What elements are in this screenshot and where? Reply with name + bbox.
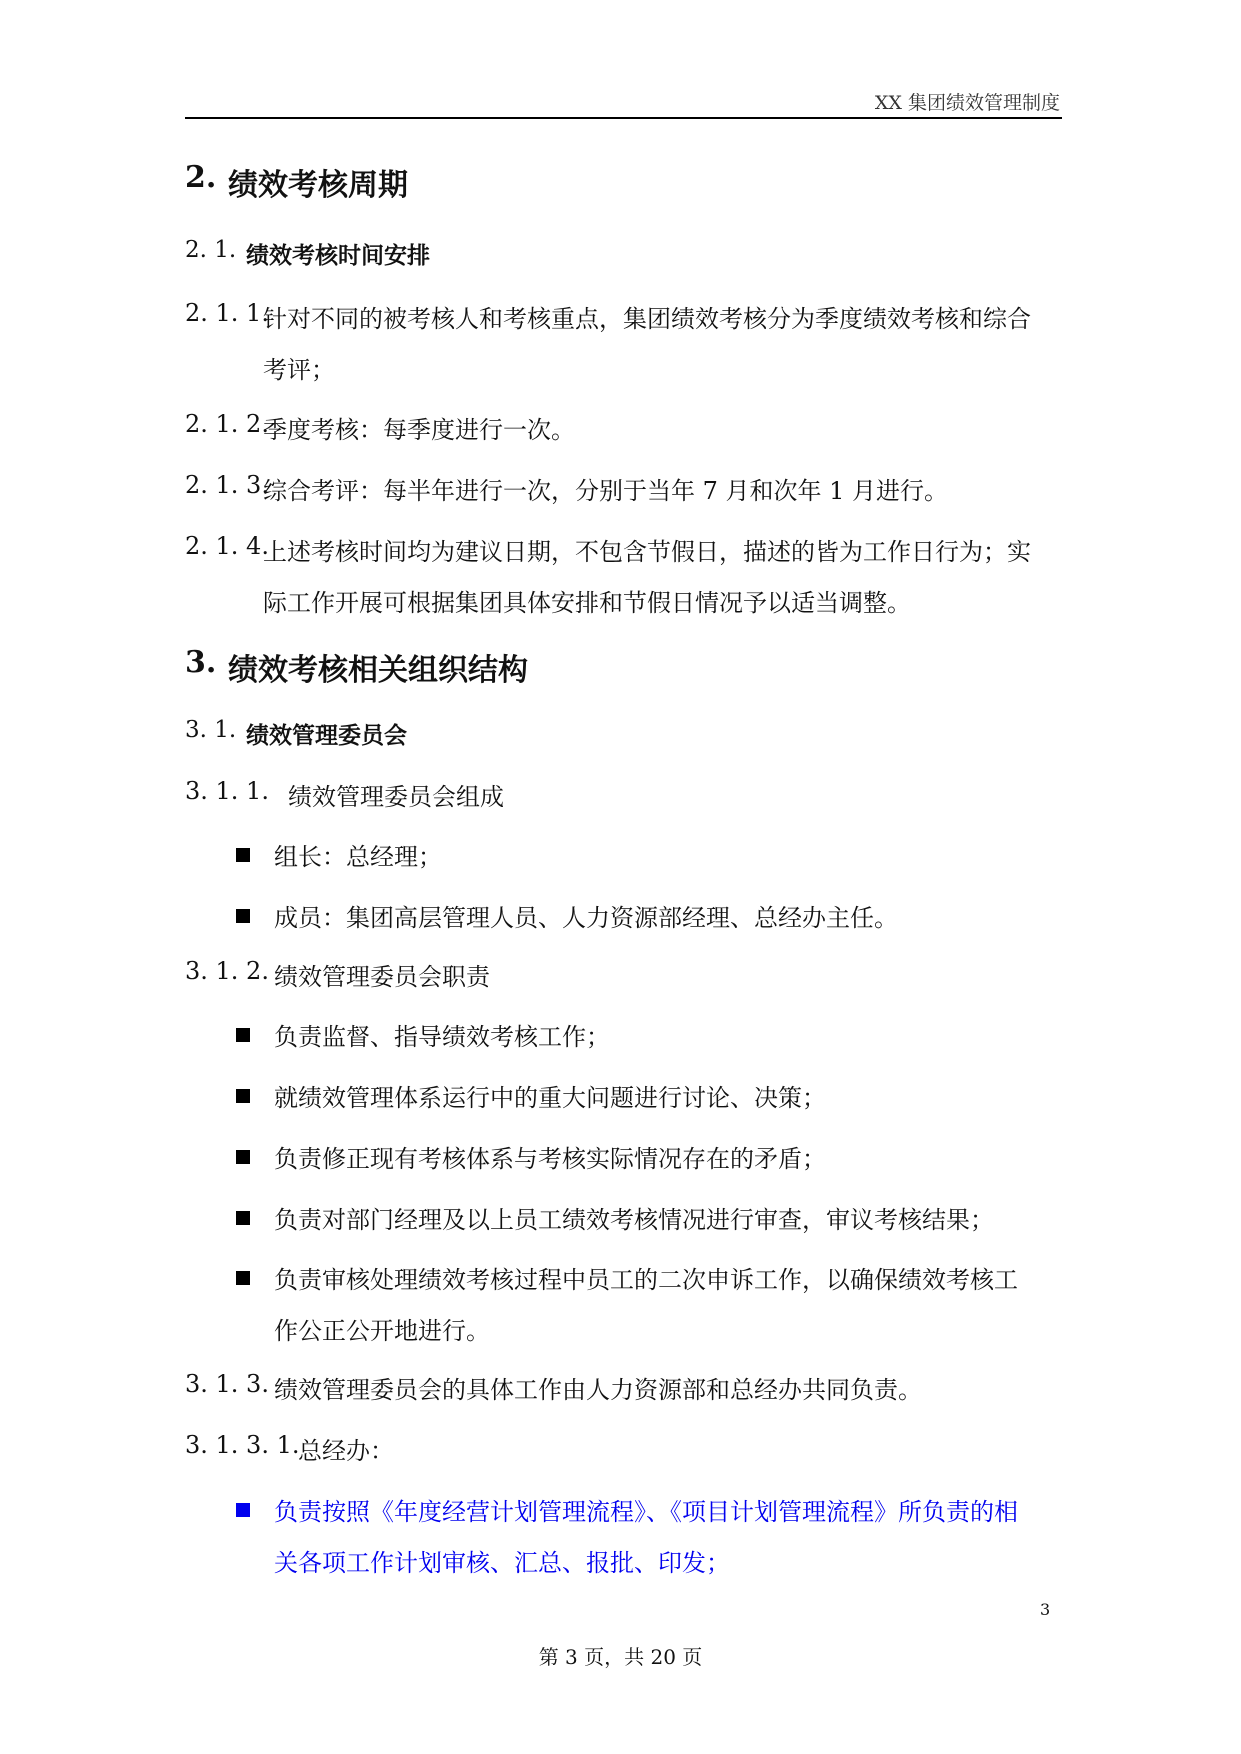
item-2-1-4-text: 上述考核时间均为建议日期，不包含节假日，描述的皆为工作日行为；实 <box>263 538 1031 566</box>
item-2-1-1-text-continued: 考评； <box>263 356 335 384</box>
item-3-1-2-text: 绩效管理委员会职责 <box>274 963 490 991</box>
item-2-1-1-number: 2. 1. 1. <box>185 299 269 327</box>
list-item-plan-review-continued: 关各项工作计划审核、汇总、报批、印发； <box>274 1549 730 1577</box>
item-3-1-3-number: 3. 1. 3. <box>185 1370 269 1398</box>
item-3-1-3-text: 绩效管理委员会的具体工作由人力资源部和总经办共同负责。 <box>274 1376 922 1404</box>
list-item-duty-3: 负责修正现有考核体系与考核实际情况存在的矛盾； <box>274 1145 826 1173</box>
subsection-2-1-number: 2. 1. <box>185 237 237 263</box>
list-item-leader: 组长：总经理； <box>274 843 442 871</box>
header-title: XX 集团绩效管理制度 <box>874 92 1060 114</box>
item-2-1-2-number: 2. 1. 2. <box>185 410 269 438</box>
list-item-duty-5-continued: 作公正公开地进行。 <box>274 1317 490 1345</box>
item-2-1-1-text: 针对不同的被考核人和考核重点，集团绩效考核分为季度绩效考核和综合 <box>263 305 1031 333</box>
item-2-1-3-number: 2. 1. 3. <box>185 471 269 499</box>
list-item-plan-review: 负责按照《年度经营计划管理流程》、《项目计划管理流程》所负责的相 <box>274 1498 1018 1526</box>
item-3-1-1-number: 3. 1. 1. <box>185 777 269 805</box>
page-number: 3 <box>1040 1600 1051 1619</box>
list-item-duty-5: 负责审核处理绩效考核过程中员工的二次申诉工作，以确保绩效考核工 <box>274 1266 1018 1294</box>
subsection-3-1-number: 3. 1. <box>185 717 237 743</box>
bullet-square <box>236 1271 250 1285</box>
bullet-square <box>236 909 250 923</box>
bullet-square <box>236 848 250 862</box>
item-2-1-2-text: 季度考核：每季度进行一次。 <box>263 416 575 444</box>
section-3-title: 绩效考核相关组织结构 <box>228 653 528 688</box>
list-item-duty-2: 就绩效管理体系运行中的重大问题进行讨论、决策； <box>274 1084 826 1112</box>
list-item-members: 成员：集团高层管理人员、人力资源部经理、总经办主任。 <box>274 904 898 932</box>
bullet-square <box>236 1211 250 1225</box>
bullet-square <box>236 1150 250 1164</box>
item-2-1-4-text-continued: 际工作开展可根据集团具体安排和节假日情况予以适当调整。 <box>263 589 911 617</box>
section-3-number: 3. <box>185 645 217 680</box>
page-footer: 第 3 页，共 20 页 <box>538 1645 703 1669</box>
item-3-1-3-1-number: 3. 1. 3. 1. <box>185 1431 300 1459</box>
subsection-3-1-title: 绩效管理委员会 <box>246 722 407 749</box>
section-2-number: 2. <box>185 160 217 195</box>
item-2-1-3-text: 综合考评：每半年进行一次，分别于当年 7 月和次年 1 月进行。 <box>263 477 949 505</box>
item-3-1-2-number: 3. 1. 2. <box>185 957 269 985</box>
header-rule <box>185 117 1062 119</box>
bullet-square <box>236 1503 250 1517</box>
section-2-title: 绩效考核周期 <box>228 168 408 203</box>
bullet-square <box>236 1028 250 1042</box>
item-3-1-1-text: 绩效管理委员会组成 <box>288 783 504 811</box>
item-3-1-3-1-text: 总经办： <box>298 1437 394 1465</box>
list-item-duty-1: 负责监督、指导绩效考核工作； <box>274 1023 610 1051</box>
subsection-2-1-title: 绩效考核时间安排 <box>246 242 430 269</box>
list-item-duty-4: 负责对部门经理及以上员工绩效考核情况进行审查，审议考核结果； <box>274 1206 994 1234</box>
bullet-square <box>236 1089 250 1103</box>
item-2-1-4-number: 2. 1. 4. <box>185 532 269 560</box>
